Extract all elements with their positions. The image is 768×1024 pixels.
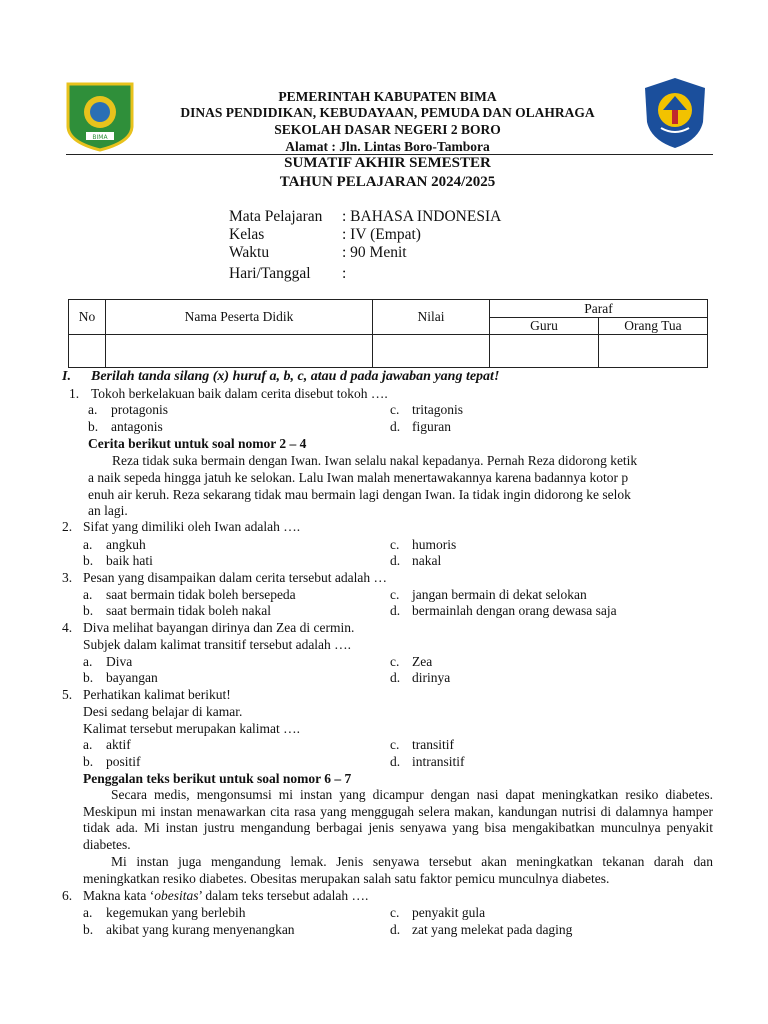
q5-letter-c: c.: [390, 737, 400, 752]
info-label-subject: Mata Pelajaran: [229, 208, 323, 225]
q6-option-a[interactable]: kegemukan yang berlebih: [106, 905, 246, 920]
story-1-heading: Cerita berikut untuk soal nomor 2 – 4: [88, 436, 307, 451]
q5-option-a[interactable]: aktif: [106, 737, 131, 752]
question-5-prompt: Kalimat tersebut merupakan kalimat ….: [83, 721, 301, 736]
q5-letter-b: b.: [83, 754, 94, 769]
q6-letter-b: b.: [83, 922, 94, 937]
question-6-term: obesitas: [154, 888, 199, 903]
q4-option-a[interactable]: Diva: [106, 654, 133, 669]
q6-option-b[interactable]: akibat yang kurang menyenangkan: [106, 922, 295, 937]
q2-option-b[interactable]: baik hati: [106, 553, 153, 568]
question-4-number: 4.: [62, 620, 73, 635]
header-line-address: Alamat : Jln. Lintas Boro-Tambora: [285, 139, 490, 154]
info-value-subject: : BAHASA INDONESIA: [342, 208, 502, 225]
q4-letter-a: a.: [83, 654, 93, 669]
q3-letter-d: d.: [390, 603, 401, 618]
q2-letter-a: a.: [83, 537, 93, 552]
q1-letter-a: a.: [88, 402, 98, 417]
q1-letter-b: b.: [88, 419, 99, 434]
table-header-no: No: [69, 300, 106, 335]
q1-option-d[interactable]: figuran: [412, 419, 451, 434]
q4-letter-c: c.: [390, 654, 400, 669]
q1-letter-c: c.: [390, 402, 400, 417]
q3-option-d[interactable]: bermainlah dengan orang dewasa saja: [412, 603, 617, 618]
q1-option-c[interactable]: tritagonis: [412, 402, 463, 417]
exam-title: SUMATIF AKHIR SEMESTER: [284, 155, 491, 171]
question-6-text-post: ’ dalam teks tersebut adalah ….: [198, 888, 369, 903]
question-2-number: 2.: [62, 519, 73, 534]
story-2-paragraph-2: Mi instan juga mengandung lemak. Jenis senyawa tersebut akan meningkatkan tekanan darah dan meningkatkan resiko diabetes. Obesitas merupakan salah satu faktor pemicu munculnya diabetes.: [83, 854, 713, 886]
q5-option-d[interactable]: intransitif: [412, 754, 465, 769]
header-line-department: DINAS PENDIDIKAN, KEBUDAYAAN, PEMUDA DAN OLAHRAGA: [180, 105, 595, 120]
info-value-time: : 90 Menit: [342, 244, 407, 261]
question-5-sentence: Desi sedang belajar di kamar.: [83, 704, 243, 719]
question-3-number: 3.: [62, 570, 73, 585]
question-4-text: Diva melihat bayangan dirinya dan Zea di cermin.: [83, 620, 355, 635]
q4-option-d[interactable]: dirinya: [412, 670, 451, 685]
q2-option-d[interactable]: nakal: [412, 553, 442, 568]
table-header-name: Nama Peserta Didik: [106, 300, 373, 335]
info-value-date: :: [342, 265, 347, 282]
q4-letter-b: b.: [83, 670, 94, 685]
q4-letter-d: d.: [390, 670, 401, 685]
bima-logo-text: BIMA: [92, 134, 108, 141]
table-header-score: Nilai: [373, 300, 490, 335]
table-cell-parent[interactable]: [599, 335, 708, 368]
question-6-text: [83, 888, 368, 904]
question-5-text: Perhatikan kalimat berikut!: [83, 687, 231, 702]
academic-year: TAHUN PELAJARAN 2024/2025: [279, 174, 496, 190]
q4-option-b[interactable]: bayangan: [106, 670, 158, 685]
q5-option-b[interactable]: positif: [106, 754, 141, 769]
question-3-text: Pesan yang disampaikan dalam cerita tersebut adalah …: [83, 570, 388, 585]
story-1-line: enuh air keruh. Reza sekarang tidak mau bermain lagi dengan Iwan. Ia tidak ingin didorong ke selok: [88, 487, 631, 502]
header-line-government: PEMERINTAH KABUPATEN BIMA: [278, 89, 497, 104]
q4-option-c[interactable]: Zea: [412, 654, 433, 669]
q6-letter-c: c.: [390, 905, 400, 920]
table-cell-name[interactable]: [106, 335, 373, 368]
table-header-signature: Paraf: [490, 300, 708, 318]
story-1-line: Reza tidak suka bermain dengan Iwan. Iwan selalu nakal kepadanya. Pernah Reza didorong ketik: [112, 453, 638, 468]
q6-option-d[interactable]: zat yang melekat pada daging: [412, 922, 573, 937]
q2-letter-b: b.: [83, 553, 94, 568]
table-cell-score[interactable]: [373, 335, 490, 368]
info-value-class: : IV (Empat): [342, 226, 421, 243]
section-number: I.: [62, 369, 71, 384]
table-cell-teacher[interactable]: [490, 335, 599, 368]
q6-option-c[interactable]: penyakit gula: [412, 905, 486, 920]
info-label-class: Kelas: [229, 226, 265, 243]
q1-option-b[interactable]: antagonis: [111, 419, 163, 434]
q1-letter-d: d.: [390, 419, 401, 434]
q6-letter-a: a.: [83, 905, 93, 920]
info-label-date: Hari/Tanggal: [229, 265, 311, 282]
story-2-paragraph-1: Secara medis, mengonsumsi mi instan yang dicampur dengan nasi dapat meningkatkan resiko diabetes. Meskipun mi instan menawarkan cita rasa yang menggugah selera makan, kandungan nutrisi di dalamnya hamper tidak ada. Mi instan justru mengandung berbagai jenis senyawa yang bisa mengakibatkan munculnya penyakit diabetes.: [83, 787, 713, 852]
q3-option-c[interactable]: jangan bermain di dekat selokan: [412, 587, 587, 602]
q5-option-c[interactable]: transitif: [412, 737, 454, 752]
question-2-text: Sifat yang dimiliki oleh Iwan adalah ….: [83, 519, 301, 534]
header-line-school: SEKOLAH DASAR NEGERI 2 BORO: [274, 122, 501, 137]
table-cell-no[interactable]: [69, 335, 106, 368]
student-table: [68, 299, 708, 368]
table-header-teacher: Guru: [490, 318, 599, 335]
question-1-text: Tokoh berkelakuan baik dalam cerita disebut tokoh ….: [91, 386, 388, 401]
question-1-number: 1.: [69, 386, 80, 401]
table-header-parent: Orang Tua: [599, 318, 708, 335]
question-4-subtext: Subjek dalam kalimat transitif tersebut adalah ….: [83, 637, 352, 652]
q5-letter-d: d.: [390, 754, 401, 769]
q5-letter-a: a.: [83, 737, 93, 752]
story-1-line: an lagi.: [88, 503, 128, 518]
story-1-line: a naik sepeda hingga jatuh ke selokan. Lalu Iwan malah menertawakannya karena badannya kotor p: [88, 470, 629, 485]
question-5-number: 5.: [62, 687, 73, 702]
question-6-text-pre: Makna kata ‘: [83, 888, 155, 903]
section-instruction: Berilah tanda silang (x) huruf a, b, c, atau d pada jawaban yang tepat!: [91, 369, 500, 384]
q3-letter-c: c.: [390, 587, 400, 602]
q2-option-c[interactable]: humoris: [412, 537, 457, 552]
q3-option-a[interactable]: saat bermain tidak boleh bersepeda: [106, 587, 296, 602]
q3-letter-a: a.: [83, 587, 93, 602]
q2-letter-d: d.: [390, 553, 401, 568]
q3-option-b[interactable]: saat bermain tidak boleh nakal: [106, 603, 271, 618]
q2-letter-c: c.: [390, 537, 400, 552]
q3-letter-b: b.: [83, 603, 94, 618]
info-label-time: Waktu: [229, 244, 270, 261]
q6-letter-d: d.: [390, 922, 401, 937]
q1-option-a[interactable]: protagonis: [111, 402, 168, 417]
story-2-heading: Penggalan teks berikut untuk soal nomor 6 – 7: [83, 771, 352, 786]
question-6-number: 6.: [62, 888, 73, 903]
q2-option-a[interactable]: angkuh: [106, 537, 146, 552]
